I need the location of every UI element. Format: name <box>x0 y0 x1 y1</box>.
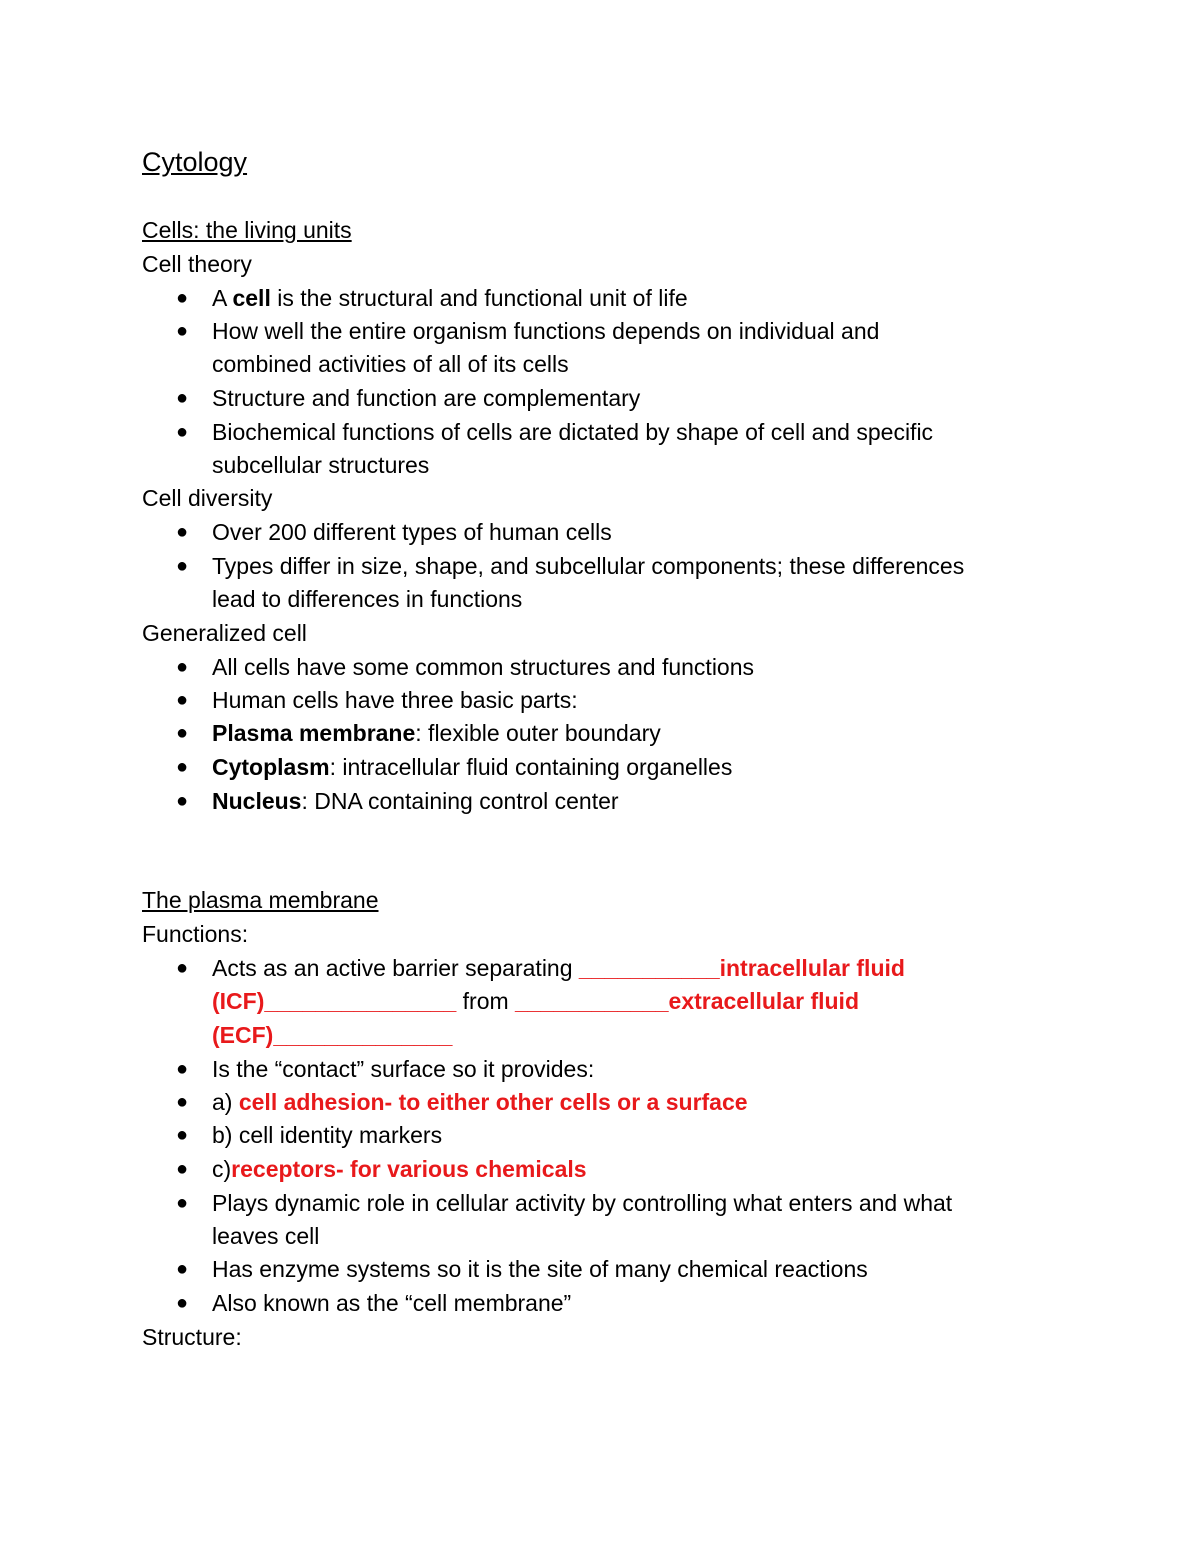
list-item <box>212 753 732 781</box>
bullet-icon: ● <box>176 421 189 443</box>
list-item <box>212 787 619 815</box>
bullet-icon: ● <box>176 1192 189 1214</box>
bullet-icon: ● <box>176 555 189 577</box>
item-text: a) <box>212 1089 239 1115</box>
bullet-icon: ● <box>176 287 189 309</box>
bullet-icon: ● <box>176 387 189 409</box>
bold-term: cell <box>232 285 271 311</box>
subheading-cell-theory: Cell theory <box>142 251 252 277</box>
answer-text: (ECF)______________ <box>212 1022 453 1048</box>
list-item <box>212 1155 587 1183</box>
item-text: A <box>212 285 233 311</box>
bullet-icon: ● <box>176 1292 189 1314</box>
subheading-generalized-cell: Generalized cell <box>142 620 307 646</box>
answer-text: receptors- for various chemicals <box>231 1156 587 1182</box>
list-item-continuation: leaves cell <box>212 1223 320 1249</box>
item-text: : DNA containing control center <box>301 788 619 814</box>
list-item: All cells have some common structures and functions <box>212 654 755 680</box>
subheading-functions: Functions: <box>142 921 249 947</box>
list-item <box>212 284 688 312</box>
bullet-icon: ● <box>176 1058 189 1080</box>
list-item: Over 200 different types of human cells <box>212 519 612 545</box>
list-item <box>212 954 905 982</box>
bullet-icon: ● <box>176 1091 189 1113</box>
subheading-structure: Structure: <box>142 1324 242 1350</box>
subheading-cell-diversity: Cell diversity <box>142 485 273 511</box>
page-title: Cytology <box>142 147 248 177</box>
bullet-icon: ● <box>176 689 189 711</box>
list-item-continuation: combined activities of all of its cells <box>212 351 569 377</box>
list-item: Plays dynamic role in cellular activity by controlling what enters and what <box>212 1190 953 1216</box>
item-text: : flexible outer boundary <box>415 720 661 746</box>
bullet-icon: ● <box>176 320 189 342</box>
list-item-continuation: subcellular structures <box>212 452 430 478</box>
list-item-continuation: lead to differences in functions <box>212 586 523 612</box>
list-item: How well the entire organism functions depends on individual and <box>212 318 880 344</box>
list-item <box>212 1088 748 1116</box>
list-item: Has enzyme systems so it is the site of many chemical reactions <box>212 1256 868 1282</box>
item-text: Acts as an active barrier separating <box>212 955 579 981</box>
bullet-icon: ● <box>176 756 189 778</box>
answer-text: ___________intracellular fluid <box>578 955 905 981</box>
list-item: Types differ in size, shape, and subcellular components; these differences <box>212 553 965 579</box>
list-item-continuation <box>212 1021 452 1049</box>
section-heading-cells: Cells: the living units <box>142 217 352 243</box>
item-text: is the structural and functional unit of life <box>270 285 688 311</box>
item-text: : intracellular fluid containing organelles <box>329 754 733 780</box>
item-text: c) <box>212 1156 232 1182</box>
list-item: b) cell identity markers <box>212 1122 443 1148</box>
list-item: Also known as the “cell membrane” <box>212 1290 572 1316</box>
list-item <box>212 719 661 747</box>
bullet-icon: ● <box>176 722 189 744</box>
list-item: Human cells have three basic parts: <box>212 687 578 713</box>
bullet-icon: ● <box>176 1258 189 1280</box>
list-item: Structure and function are complementary <box>212 385 641 411</box>
item-text: from <box>456 988 516 1014</box>
bullet-icon: ● <box>176 1158 189 1180</box>
bold-term: Nucleus <box>212 788 302 814</box>
section-heading-plasma-membrane: The plasma membrane <box>142 887 379 913</box>
bullet-icon: ● <box>176 790 189 812</box>
bullet-icon: ● <box>176 957 189 979</box>
list-item-continuation <box>212 987 859 1015</box>
bullet-icon: ● <box>176 1124 189 1146</box>
bullet-icon: ● <box>176 656 189 678</box>
bullet-icon: ● <box>176 521 189 543</box>
answer-text: (ICF)_______________ <box>212 988 457 1014</box>
answer-text: cell adhesion- to either other cells or a surface <box>238 1089 748 1115</box>
bold-term: Plasma membrane <box>212 720 416 746</box>
list-item: Biochemical functions of cells are dictated by shape of cell and specific <box>212 419 934 445</box>
list-item: Is the “contact” surface so it provides: <box>212 1056 595 1082</box>
bold-term: Cytoplasm <box>212 754 330 780</box>
answer-text: ____________extracellular fluid <box>515 988 859 1014</box>
